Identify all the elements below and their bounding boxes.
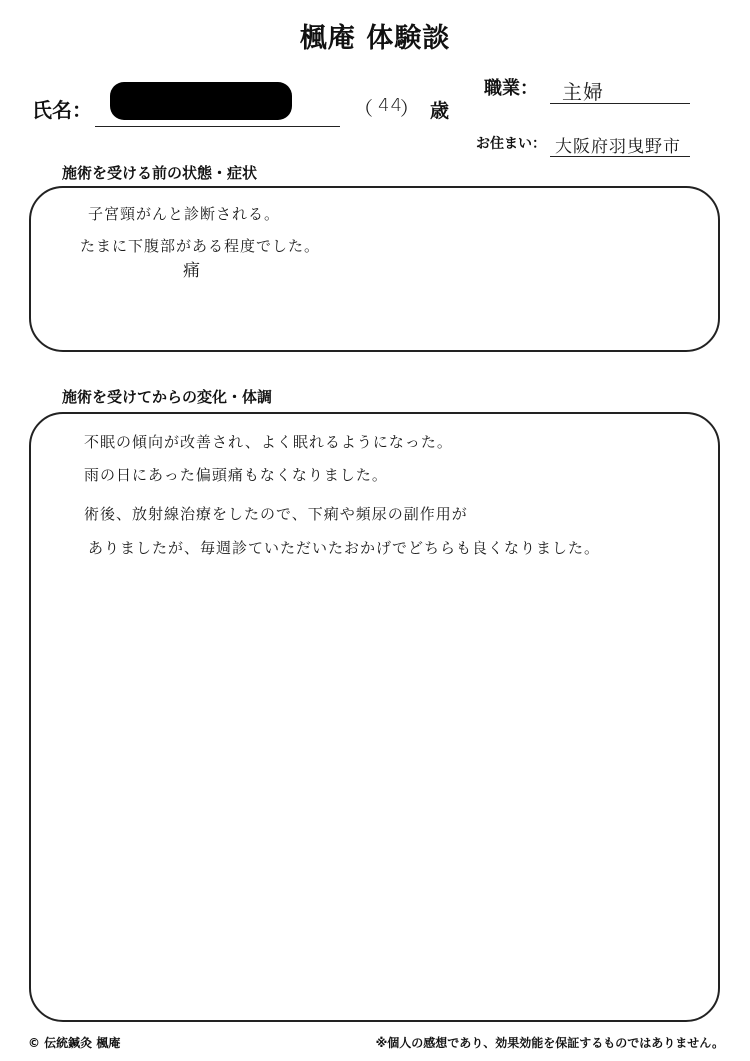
occupation-label: 職業： bbox=[484, 78, 538, 99]
residence-label: お住まい： bbox=[476, 136, 546, 152]
after-section-heading: 施術を受けてからの変化・体調 bbox=[62, 388, 273, 406]
before-section-heading: 施術を受ける前の状態・症状 bbox=[62, 164, 258, 182]
footer-disclaimer: ※個人の感想であり、効果効能を保証するものではありません。 bbox=[375, 1036, 724, 1050]
age-open-paren: （ bbox=[354, 98, 375, 120]
age-close-paren: ） bbox=[400, 98, 421, 120]
after-line-1: 不眠の傾向が改善され、よく眠れるようになった。 bbox=[84, 433, 453, 451]
redacted-name-block bbox=[110, 82, 292, 120]
residence-value: 大阪府羽曳野市 bbox=[555, 137, 681, 157]
after-line-3: 術後、放射線治療をしたので、下痢や頻尿の副作用が bbox=[84, 505, 468, 523]
name-underline bbox=[95, 126, 340, 127]
page-title: 楓庵 体験談 bbox=[299, 23, 451, 54]
name-label: 氏名： bbox=[32, 98, 92, 122]
residence-underline bbox=[550, 156, 690, 157]
footer-copyright: © 伝統鍼灸 楓庵 bbox=[28, 1036, 121, 1050]
occupation-value: 主婦 bbox=[562, 80, 604, 104]
after-line-2: 雨の日にあった偏頭痛もなくなりました。 bbox=[84, 466, 388, 484]
before-line-1: 子宮頸がんと診断される。 bbox=[88, 205, 281, 223]
occupation-underline bbox=[550, 103, 690, 104]
after-line-4: ありましたが、毎週診ていただいたおかげでどちらも良くなりました。 bbox=[88, 539, 601, 557]
age-value: 44 bbox=[378, 95, 403, 116]
age-unit-label: 歳 bbox=[430, 100, 450, 122]
before-insertion: 痛 bbox=[183, 261, 201, 281]
before-line-2: たまに下腹部がある程度でした。 bbox=[80, 237, 321, 255]
